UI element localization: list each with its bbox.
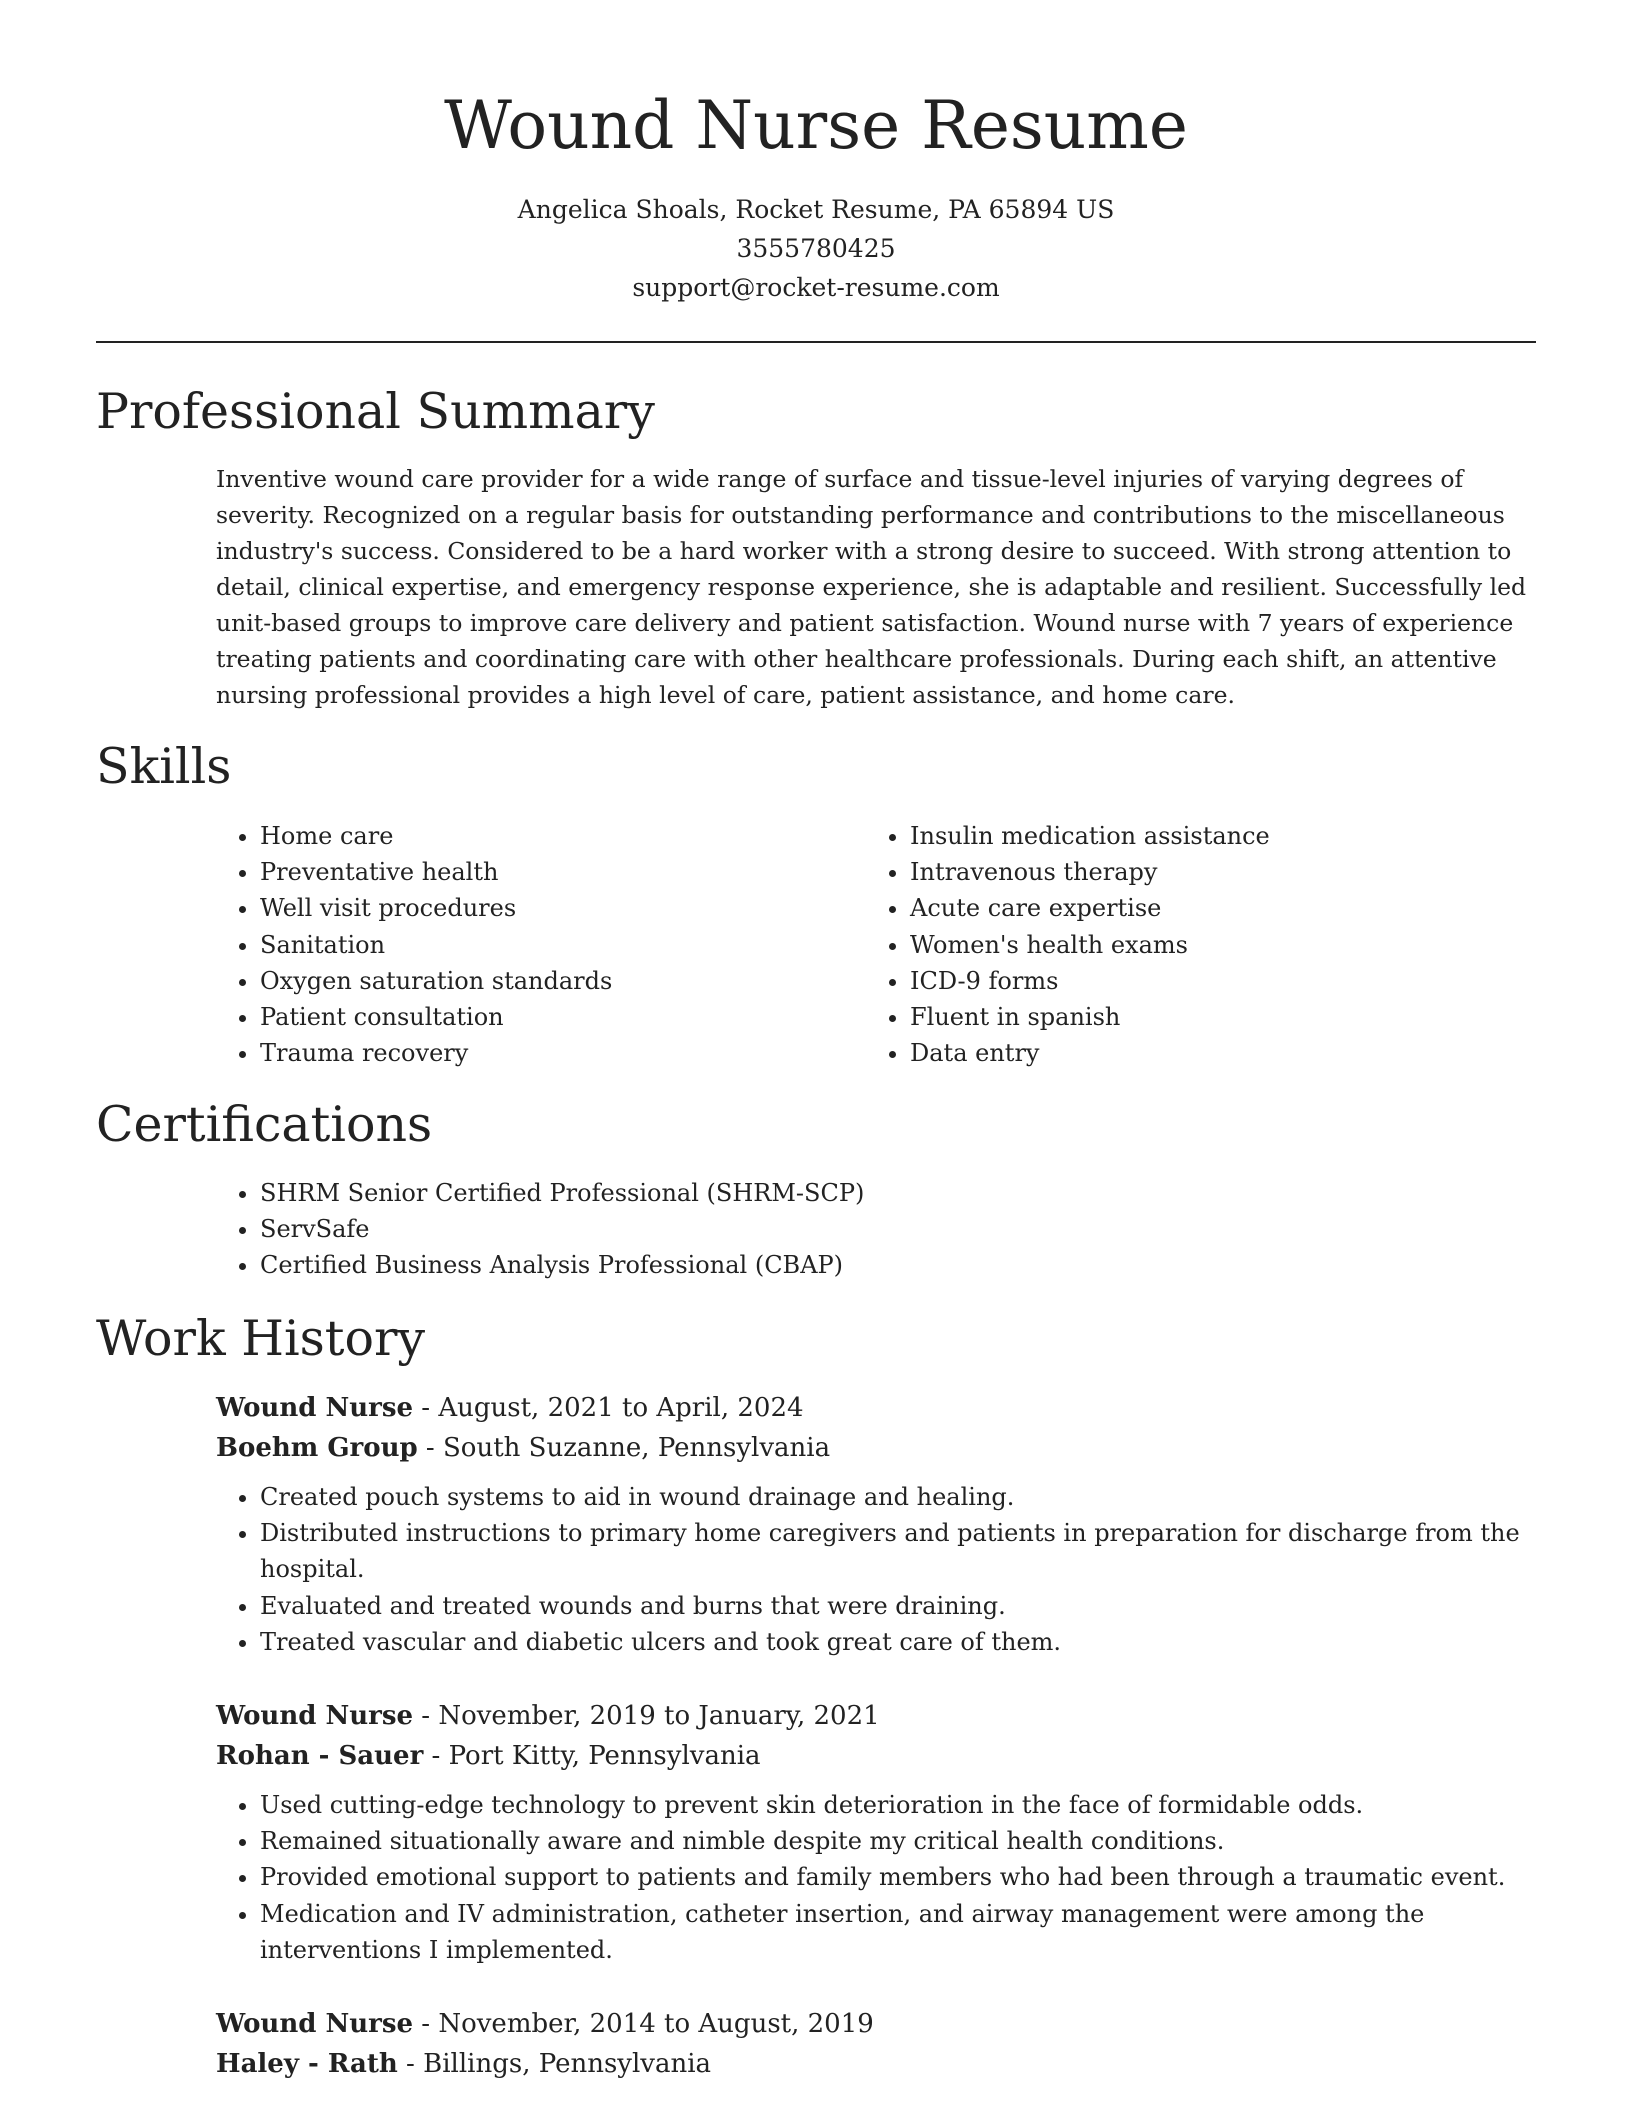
skill-item: • Well visit procedures (260, 890, 866, 926)
skill-item: • Data entry (910, 1035, 1516, 1071)
job-entry (216, 1388, 1536, 1660)
skill-item: • Intravenous therapy (910, 854, 1516, 890)
job-entry (216, 1696, 1536, 1968)
skill-item: • Insulin medication assistance (910, 818, 1516, 854)
job-employer: Rohan - Sauer (216, 1741, 424, 1771)
summary-heading: Professional Summary (96, 383, 655, 440)
header-divider (96, 341, 1536, 343)
job-bullet: • Treated vascular and diabetic ulcers and took great care of them. (260, 1624, 1536, 1660)
job-title-line: Wound Nurse - August, 2021 to April, 2024 (216, 1393, 804, 1423)
job-employer-line: Boehm Group - South Suzanne, Pennsylvania (216, 1433, 831, 1463)
work-history-heading: Work History (96, 1310, 426, 1367)
job-location: Port Kitty, Pennsylvania (448, 1741, 761, 1771)
certifications-heading: Certifications (96, 1096, 433, 1153)
skill-item: • Patient consultation (260, 999, 866, 1035)
job-employer-line: Haley - Rath - Billings, Pennsylvania (216, 2049, 712, 2079)
resume-title: Wound Nurse Resume (444, 87, 1188, 164)
summary-text: Inventive wound care provider for a wide range of surface and tissue-level injuries of varying degrees of severity. Recognized on a regular basis for outstanding performance and contributions to the miscellaneous industry's success. Considered to be a hard worker with a strong desire to succeed. With strong attention to detail, clinical expertise, and emergency response experience, she is adaptable and resilient. Successfully led unit-based groups to improve care delivery and patient satisfaction. Wound nurse with 7 years of experience treating patients and coordinating care with other healthcare professionals. During each shift, an attentive nursing professional provides a high level of care, patient assistance, and home care. (216, 465, 1527, 709)
job-employer-line: Rohan - Sauer - Port Kitty, Pennsylvania (216, 1741, 761, 1771)
certification-item: • Certified Business Analysis Professional (CBAP) (260, 1247, 1536, 1283)
skill-item: • Trauma recovery (260, 1035, 866, 1071)
job-title: Wound Nurse (216, 2009, 414, 2039)
contact-phone: 3555780425 (736, 234, 896, 263)
skill-item: • Sanitation (260, 927, 866, 963)
skills-column-right (866, 818, 1516, 1071)
job-bullet: • Remained situationally aware and nimble despite my critical health conditions. (260, 1823, 1536, 1859)
certifications-list (216, 1175, 1536, 1284)
job-dates: November, 2014 to August, 2019 (438, 2009, 874, 2039)
job-title-line: Wound Nurse - November, 2019 to January, 2021 (216, 1701, 880, 1731)
job-bullet: • Evaluated and treated wounds and burns that were draining. (260, 1588, 1536, 1624)
job-employer: Haley - Rath (216, 2049, 398, 2079)
skill-item: • Women's health exams (910, 927, 1516, 963)
job-location: South Suzanne, Pennsylvania (442, 1433, 831, 1463)
job-title: Wound Nurse (216, 1393, 414, 1423)
contact-email: support@rocket-resume.com (632, 273, 1000, 302)
skill-item: • Home care (260, 818, 866, 854)
skills-heading: Skills (96, 738, 232, 795)
skill-item: • ICD-9 forms (910, 963, 1516, 999)
skill-item: • Fluent in spanish (910, 999, 1516, 1035)
skill-item: • Acute care expertise (910, 890, 1516, 926)
job-dates: August, 2021 to April, 2024 (438, 1393, 804, 1423)
job-bullet: • Provided emotional support to patients and family members who had been through a traumatic event. (260, 1859, 1536, 1895)
contact-address: Angelica Shoals, Rocket Resume, PA 65894 US (517, 195, 1115, 224)
certification-item: • ServSafe (260, 1211, 1536, 1247)
job-title: Wound Nurse (216, 1701, 414, 1731)
job-title-line: Wound Nurse - November, 2014 to August, 2019 (216, 2009, 874, 2039)
job-bullet: • Used cutting-edge technology to prevent skin deterioration in the face of formidable odds. (260, 1787, 1536, 1823)
job-employer: Boehm Group (216, 1433, 418, 1463)
contact-block (96, 190, 1536, 307)
certification-item: • SHRM Senior Certified Professional (SHRM-SCP) (260, 1175, 1536, 1211)
job-bullet: • Created pouch systems to aid in wound drainage and healing. (260, 1479, 1536, 1515)
job-location: Billings, Pennsylvania (423, 2049, 712, 2079)
job-bullet: • Distributed instructions to primary home caregivers and patients in preparation for discharge from the hospital. (260, 1515, 1536, 1587)
skill-item: • Oxygen saturation standards (260, 963, 866, 999)
job-entry (216, 2004, 1536, 2084)
job-bullet: • Medication and IV administration, catheter insertion, and airway management were among the interventions I implemented. (260, 1896, 1536, 1968)
job-dates: November, 2019 to January, 2021 (438, 1701, 880, 1731)
skills-column-left (216, 818, 866, 1071)
skill-item: • Preventative health (260, 854, 866, 890)
